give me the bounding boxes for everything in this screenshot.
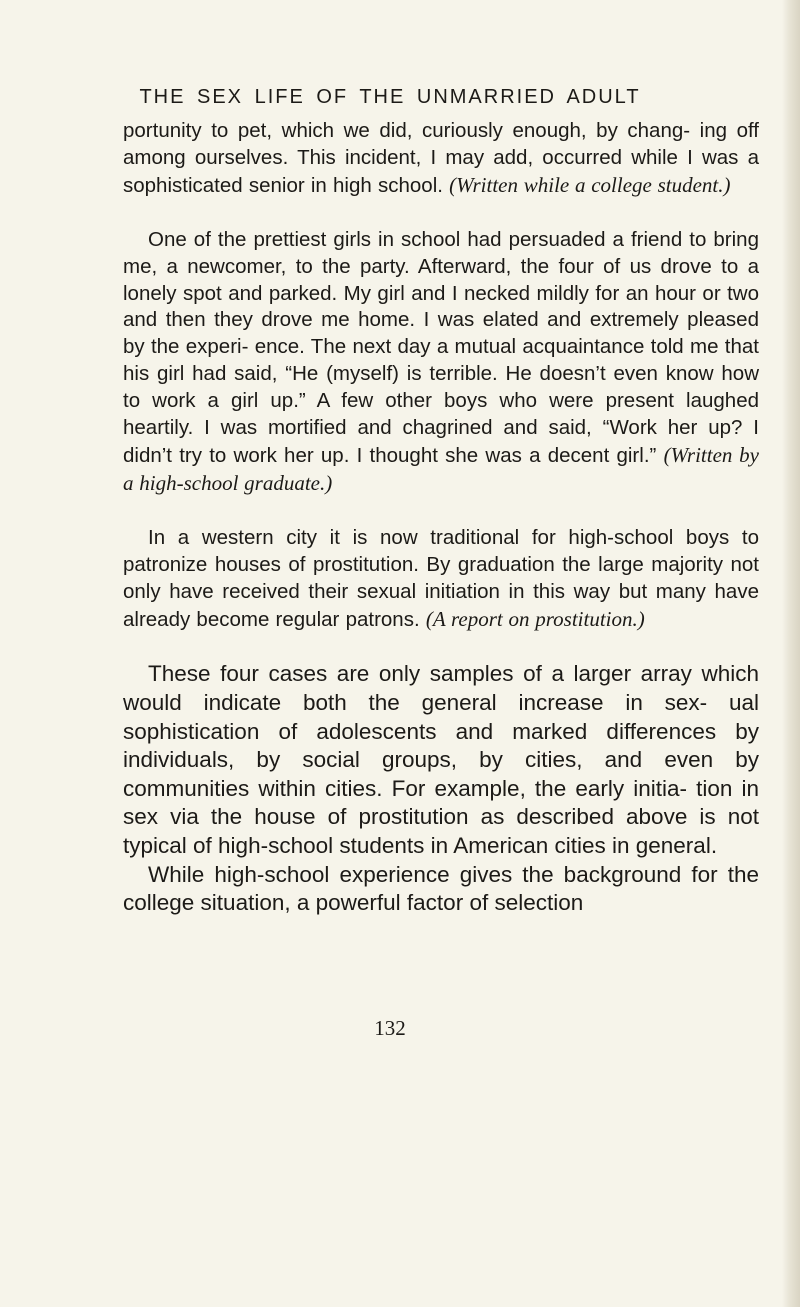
running-head: THE SEX LIFE OF THE UNMARRIED ADULT <box>139 86 641 108</box>
case-paragraph-3 <box>123 525 759 634</box>
case-text: One of the prettiest girls in school had persuaded a friend to bring me, a newcomer, to the party. Afterward, the four of us drove to a lonely spot and parked. My girl and I necked mildly for an hour or two and then they drove me home. I was elated and extremely pleased by the experi- ence. The next day a mutual acquaintance told me that his girl had said, “He (myself) is terrible. He doesn’t even know how to work a girl up.” A few other boys who were present laughed heartily. I was mortified and chagrined and said, “Work her up? I didn’t try to work her up. I thought she was a decent girl.” <box>123 227 759 467</box>
case-paragraph-2 <box>123 227 759 498</box>
commentary-paragraph: These four cases are only samples of a larger array which would indicate both the general increase in sex- ual sophistication of adolescents and marked differences by individuals, by social groups, by cities, and even by communities within cities. For example, the early initia- tion in sex via the house of prostitution as described above is not typical of high-school students in American cities in general. <box>123 661 759 858</box>
page-edge-shadow <box>782 0 800 1307</box>
case-text: In a western city it is now traditional for high-school boys to patronize houses of prostitution. By graduation the large majority not only have received their sexual initiation in this way but many have already become regular patrons. <box>123 525 759 631</box>
case-source-note: (A report on prostitution.) <box>425 606 645 631</box>
page-number: 132 <box>374 1016 406 1040</box>
case-source-note: (Written by a high-school graduate.) <box>123 442 759 495</box>
case-paragraph-1 <box>123 118 759 200</box>
case-source-note: (Written while a college student.) <box>449 172 731 197</box>
case-text: portunity to pet, which we did, curiously enough, by chang- ing off among ourselves. This incident, I may add, occurred while I was a sophisticated senior in high school. <box>123 119 759 197</box>
commentary-paragraph-continued: While high-school experience gives the background for the college situation, a powerful factor of selection <box>123 861 759 916</box>
body-text <box>123 118 759 918</box>
